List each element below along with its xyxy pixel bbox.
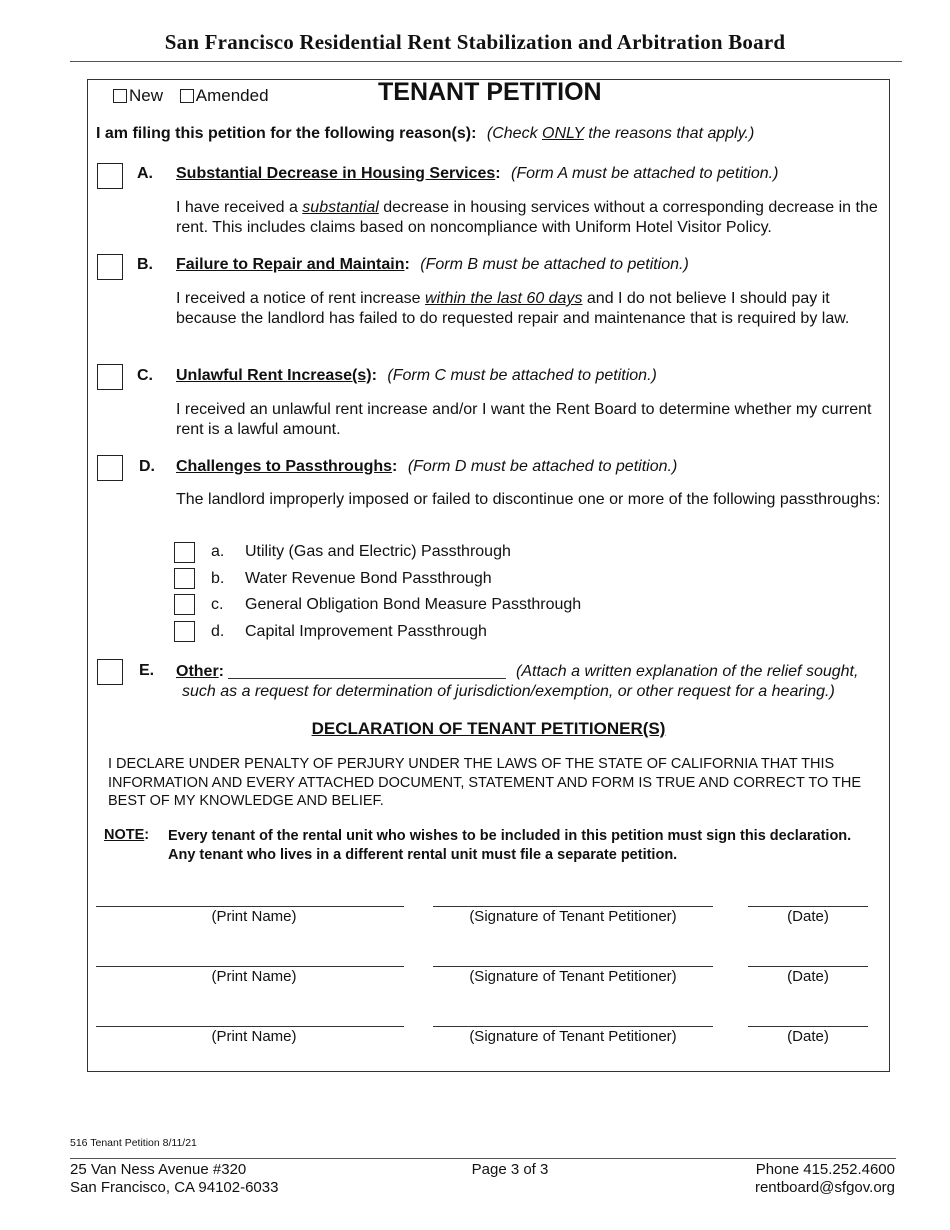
address-line-1: 25 Van Ness Avenue #320 xyxy=(70,1161,247,1178)
reason-b-heading: Failure to Repair and Maintain: (Form B must be attached to petition.) xyxy=(176,256,689,273)
reason-a-title: Substantial Decrease in Housing Services xyxy=(176,165,496,182)
signature-field-2[interactable] xyxy=(433,966,713,967)
passthrough-gob-checkbox[interactable] xyxy=(174,594,195,615)
reason-a-description xyxy=(176,198,886,237)
note-label-text: NOTE xyxy=(104,827,145,843)
date-field-3[interactable] xyxy=(748,1026,868,1027)
intro-only: ONLY xyxy=(542,125,584,142)
date-field-1[interactable] xyxy=(748,906,868,907)
other-reason-input[interactable] xyxy=(228,663,506,679)
passthrough-utility-checkbox[interactable] xyxy=(174,542,195,563)
reason-b-desc-pre: I received a notice of rent increase xyxy=(176,290,426,307)
reason-a-desc-pre: I have received a xyxy=(176,199,303,216)
note-label: NOTE: xyxy=(104,827,150,843)
date-field-2[interactable] xyxy=(748,966,868,967)
reason-b-checkbox[interactable] xyxy=(97,254,123,280)
reason-a-checkbox[interactable] xyxy=(97,163,123,189)
signature-label-2: (Signature of Tenant Petitioner) xyxy=(469,968,677,985)
passthrough-utility-label: Utility (Gas and Electric) Passthrough xyxy=(245,543,511,560)
board-title: San Francisco Residential Rent Stabilization and Arbitration Board xyxy=(164,30,786,54)
reason-c-heading: Unlawful Rent Increase(s): (Form C must be attached to petition.) xyxy=(176,367,657,384)
print-name-label-2: (Print Name) xyxy=(211,968,297,985)
form-title: TENANT PETITION xyxy=(378,78,602,106)
reason-e-note-line1: (Attach a written explanation of the relief sought, xyxy=(516,663,859,680)
passthrough-water-letter: b. xyxy=(211,570,225,587)
reason-d-checkbox[interactable] xyxy=(97,455,123,481)
amended-checkbox[interactable] xyxy=(180,89,194,103)
new-checkbox[interactable] xyxy=(113,89,127,103)
reason-c-title: Unlawful Rent Increase(s) xyxy=(176,367,372,384)
reason-b-description xyxy=(176,289,886,328)
reason-e-heading: Other: (Attach a written explanation of the relief sought, such as a request for determination of jurisdiction/exemption, or other request for a hearing.) xyxy=(176,663,859,700)
note-text: Every tenant of the rental unit who wishes to be included in this petition must sign this declaration. Any tenant who lives in a different rental unit must file a separate petition. xyxy=(168,828,852,863)
passthrough-capital-label: Capital Improvement Passthrough xyxy=(245,623,487,640)
reason-a-letter: A. xyxy=(137,165,153,182)
phone-number: Phone 415.252.4600 xyxy=(755,1161,895,1178)
reason-c-description: I received an unlawful rent increase and/or I want the Rent Board to determine whether my current rent is a lawful amount. xyxy=(176,401,872,438)
passthrough-water-label: Water Revenue Bond Passthrough xyxy=(245,570,492,587)
reason-c-letter: C. xyxy=(137,367,153,384)
signature-field-3[interactable] xyxy=(433,1026,713,1027)
intro-bold: I am filing this petition for the following reason(s): xyxy=(96,125,477,142)
passthrough-capital-checkbox[interactable] xyxy=(174,621,195,642)
reason-a-heading: Substantial Decrease in Housing Services: (Form A must be attached to petition.) xyxy=(176,165,779,182)
header-divider xyxy=(70,61,902,62)
footer-address xyxy=(70,1161,278,1197)
page-number: Page 3 of 3 xyxy=(471,1161,549,1178)
intro-italic-post: the reasons that apply.) xyxy=(583,125,755,142)
reason-e-checkbox[interactable] xyxy=(97,659,123,685)
passthrough-gob-label: General Obligation Bond Measure Passthrough xyxy=(245,596,582,613)
footer-contact xyxy=(640,1161,895,1197)
reason-d-title: Challenges to Passthroughs xyxy=(176,458,393,475)
petition-status-options xyxy=(113,86,281,106)
status-amended-option[interactable] xyxy=(180,86,269,105)
intro-italic-pre: (Check xyxy=(486,125,543,142)
reason-a-desc-emph: substantial xyxy=(302,199,379,216)
email-address[interactable]: rentboard@sfgov.org xyxy=(754,1179,895,1196)
date-label-1: (Date) xyxy=(787,908,829,925)
passthrough-gob-letter: c. xyxy=(211,596,224,613)
reason-e-letter: E. xyxy=(139,662,155,679)
reason-b-desc-post: and I do not believe I should pay it because the landlord has failed to do requested repair and maintenance that is required by law. xyxy=(176,290,850,327)
status-new-option[interactable] xyxy=(113,86,163,105)
reason-c-checkbox[interactable] xyxy=(97,364,123,390)
reason-c-form-note: (Form C must be attached to petition.) xyxy=(387,367,657,384)
signature-field-1[interactable] xyxy=(433,906,713,907)
print-name-field-1[interactable] xyxy=(96,906,404,907)
new-label: New xyxy=(129,86,164,105)
date-label-3: (Date) xyxy=(787,1028,829,1045)
declaration-title: DECLARATION OF TENANT PETITIONER(S) xyxy=(311,719,666,738)
footer-divider xyxy=(70,1158,896,1159)
reason-b-form-note: (Form B must be attached to petition.) xyxy=(420,256,689,273)
reason-e-note-line2: such as a request for determination of jurisdiction/exemption, or other request for a hearing.) xyxy=(182,682,835,700)
reason-a-desc-post: decrease in housing services without a corresponding decrease in the rent. This includes claims based on noncompliance with Uniform Hotel Visitor Policy. xyxy=(176,199,878,236)
print-name-field-3[interactable] xyxy=(96,1026,404,1027)
passthrough-capital-letter: d. xyxy=(211,623,225,640)
reason-b-letter: B. xyxy=(137,256,153,273)
amended-label: Amended xyxy=(195,86,269,105)
address-line-2: San Francisco, CA 94102-6033 xyxy=(70,1179,279,1196)
reason-a-form-note: (Form A must be attached to petition.) xyxy=(511,165,779,182)
print-name-label-1: (Print Name) xyxy=(211,908,297,925)
reason-b-title: Failure to Repair and Maintain xyxy=(176,256,405,273)
reason-d-letter: D. xyxy=(139,458,155,475)
passthrough-water-checkbox[interactable] xyxy=(174,568,195,589)
reason-d-description: The landlord improperly imposed or failed to discontinue one or more of the following passthroughs: xyxy=(176,491,881,508)
reason-d-heading: Challenges to Passthroughs: (Form D must be attached to petition.) xyxy=(176,458,678,475)
print-name-field-2[interactable] xyxy=(96,966,404,967)
form-code: 516 Tenant Petition 8/11/21 xyxy=(70,1137,197,1149)
date-label-2: (Date) xyxy=(787,968,829,985)
reason-e-title: Other xyxy=(176,663,219,680)
print-name-label-3: (Print Name) xyxy=(211,1028,297,1045)
signature-label-1: (Signature of Tenant Petitioner) xyxy=(469,908,677,925)
declaration-text: I DECLARE UNDER PENALTY OF PERJURY UNDER THE LAWS OF THE STATE OF CALIFORNIA THAT THIS INFORMATION AND EVERY ATTACHED DOCUMENT, STATEMENT AND FORM IS TRUE AND CORRECT TO THE BEST OF MY KNOWLEDGE AND BELIEF. xyxy=(108,756,862,809)
filing-instructions xyxy=(96,125,754,143)
passthrough-utility-letter: a. xyxy=(211,543,225,560)
reason-d-form-note: (Form D must be attached to petition.) xyxy=(407,458,678,475)
reason-b-desc-emph: within the last 60 days xyxy=(425,290,583,307)
signature-label-3: (Signature of Tenant Petitioner) xyxy=(469,1028,677,1045)
